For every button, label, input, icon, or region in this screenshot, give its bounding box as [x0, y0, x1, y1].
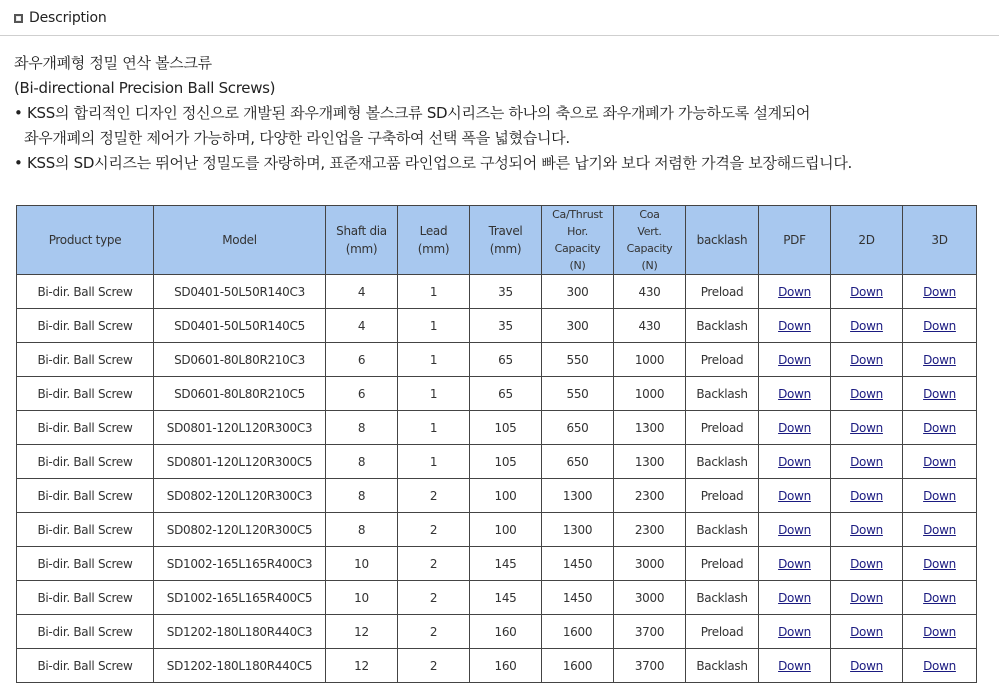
- cell-backlash: Preload: [686, 275, 759, 309]
- cell-travel: 105: [470, 411, 542, 445]
- cell-backlash: Preload: [686, 479, 759, 513]
- cell-backlash: Preload: [686, 343, 759, 377]
- cell-ca-thrust: 1600: [542, 615, 614, 649]
- cell-shaft-dia: 12: [326, 649, 398, 683]
- download-cell: [903, 411, 977, 445]
- bullet-1-line-1: • KSS의 합리적인 디자인 정신으로 개발된 좌우개폐형 볼스크류 SD시리즈는 하나의 축으로 좌우개폐가 가능하도록 설계되어: [14, 104, 811, 122]
- cell-product-type: Bi-dir. Ball Screw: [17, 343, 154, 377]
- section-divider: [0, 35, 999, 36]
- header-ca-thrust: Ca/Thrust Hor. Capacity (N): [542, 206, 614, 275]
- pdf-download-link[interactable]: Down: [778, 658, 811, 673]
- cell-travel: 160: [470, 649, 542, 683]
- header-backlash: backlash: [686, 206, 759, 275]
- download-cell: [759, 377, 831, 411]
- download-cell: [903, 343, 977, 377]
- cell-coa: 3000: [614, 581, 686, 615]
- section-title: Description: [29, 10, 107, 26]
- cell-travel: 65: [470, 343, 542, 377]
- table-row: [17, 513, 977, 547]
- download-cell: [903, 581, 977, 615]
- cell-lead: 2: [398, 615, 470, 649]
- 3d-download-link[interactable]: Down: [923, 284, 956, 299]
- download-cell: [903, 649, 977, 683]
- cell-travel: 145: [470, 581, 542, 615]
- table-row: [17, 479, 977, 513]
- cell-ca-thrust: 1300: [542, 479, 614, 513]
- download-cell: [903, 479, 977, 513]
- header-coa: Coa Vert. Capacity (N): [614, 206, 686, 275]
- cell-ca-thrust: 1450: [542, 547, 614, 581]
- bullet-1-line-2: 좌우개폐의 정밀한 제어가 가능하며, 다양한 라인업을 구축하여 선택 폭을 넓혔습니다.: [24, 129, 570, 147]
- download-cell: [903, 513, 977, 547]
- 2d-download-link[interactable]: Down: [850, 624, 883, 639]
- cell-product-type: Bi-dir. Ball Screw: [17, 377, 154, 411]
- cell-coa: 1000: [614, 377, 686, 411]
- download-cell: [759, 649, 831, 683]
- cell-model: SD0601-80L80R210C5: [154, 377, 326, 411]
- download-cell: [831, 377, 903, 411]
- cell-travel: 100: [470, 479, 542, 513]
- table-row: [17, 343, 977, 377]
- cell-shaft-dia: 8: [326, 479, 398, 513]
- title-english: (Bi-directional Precision Ball Screws): [14, 79, 276, 97]
- download-cell: [759, 479, 831, 513]
- 3d-download-link[interactable]: Down: [923, 488, 956, 503]
- cell-model: SD0801-120L120R300C5: [154, 445, 326, 479]
- cell-coa: 1300: [614, 411, 686, 445]
- cell-lead: 1: [398, 445, 470, 479]
- cell-ca-thrust: 300: [542, 309, 614, 343]
- header-model: Model: [154, 206, 326, 275]
- cell-ca-thrust: 300: [542, 275, 614, 309]
- download-cell: [831, 275, 903, 309]
- header-lead: Lead (mm): [398, 206, 470, 275]
- download-cell: [759, 581, 831, 615]
- cell-coa: 1000: [614, 343, 686, 377]
- cell-ca-thrust: 1300: [542, 513, 614, 547]
- cell-shaft-dia: 8: [326, 445, 398, 479]
- product-description: [14, 51, 989, 176]
- cell-travel: 65: [470, 377, 542, 411]
- header-pdf: PDF: [759, 206, 831, 275]
- cell-lead: 1: [398, 411, 470, 445]
- table-row: [17, 581, 977, 615]
- table-row: [17, 377, 977, 411]
- cell-lead: 1: [398, 275, 470, 309]
- download-cell: [831, 547, 903, 581]
- download-cell: [831, 445, 903, 479]
- table-body: [17, 275, 977, 683]
- pdf-download-link[interactable]: Down: [778, 556, 811, 571]
- download-cell: [831, 479, 903, 513]
- download-cell: [759, 513, 831, 547]
- header-shaft-dia: Shaft dia (mm): [326, 206, 398, 275]
- 3d-download-link[interactable]: Down: [923, 556, 956, 571]
- table-row: [17, 411, 977, 445]
- cell-backlash: Backlash: [686, 649, 759, 683]
- 2d-download-link[interactable]: Down: [850, 420, 883, 435]
- 3d-download-link[interactable]: Down: [923, 658, 956, 673]
- cell-backlash: Backlash: [686, 377, 759, 411]
- cell-model: SD0401-50L50R140C3: [154, 275, 326, 309]
- header-travel: Travel (mm): [470, 206, 542, 275]
- table-row: [17, 649, 977, 683]
- 3d-download-link[interactable]: Down: [923, 624, 956, 639]
- cell-lead: 1: [398, 377, 470, 411]
- cell-shaft-dia: 6: [326, 377, 398, 411]
- cell-shaft-dia: 6: [326, 343, 398, 377]
- cell-model: SD0401-50L50R140C5: [154, 309, 326, 343]
- cell-travel: 35: [470, 309, 542, 343]
- cell-backlash: Preload: [686, 547, 759, 581]
- 2d-download-link[interactable]: Down: [850, 386, 883, 401]
- cell-model: SD1202-180L180R440C5: [154, 649, 326, 683]
- pdf-download-link[interactable]: Down: [778, 318, 811, 333]
- cell-lead: 2: [398, 581, 470, 615]
- download-cell: [903, 615, 977, 649]
- cell-model: SD1202-180L180R440C3: [154, 615, 326, 649]
- cell-ca-thrust: 1600: [542, 649, 614, 683]
- download-cell: [831, 649, 903, 683]
- cell-product-type: Bi-dir. Ball Screw: [17, 513, 154, 547]
- table-row: [17, 309, 977, 343]
- cell-coa: 430: [614, 275, 686, 309]
- pdf-download-link[interactable]: Down: [778, 590, 811, 605]
- 3d-download-link[interactable]: Down: [923, 590, 956, 605]
- cell-coa: 3000: [614, 547, 686, 581]
- cell-coa: 2300: [614, 479, 686, 513]
- table-row: [17, 547, 977, 581]
- 3d-download-link[interactable]: Down: [923, 318, 956, 333]
- cell-model: SD1002-165L165R400C5: [154, 581, 326, 615]
- download-cell: [759, 275, 831, 309]
- download-cell: [903, 445, 977, 479]
- 2d-download-link[interactable]: Down: [850, 488, 883, 503]
- download-cell: [831, 309, 903, 343]
- pdf-download-link[interactable]: Down: [778, 522, 811, 537]
- cell-lead: 2: [398, 649, 470, 683]
- cell-coa: 2300: [614, 513, 686, 547]
- cell-coa: 3700: [614, 649, 686, 683]
- cell-product-type: Bi-dir. Ball Screw: [17, 411, 154, 445]
- table-row: [17, 615, 977, 649]
- cell-backlash: Backlash: [686, 309, 759, 343]
- 2d-download-link[interactable]: Down: [850, 522, 883, 537]
- table-header-row: [17, 206, 977, 275]
- download-cell: [903, 377, 977, 411]
- cell-shaft-dia: 8: [326, 411, 398, 445]
- cell-product-type: Bi-dir. Ball Screw: [17, 649, 154, 683]
- cell-travel: 100: [470, 513, 542, 547]
- cell-coa: 3700: [614, 615, 686, 649]
- cell-ca-thrust: 650: [542, 445, 614, 479]
- cell-product-type: Bi-dir. Ball Screw: [17, 581, 154, 615]
- cell-model: SD1002-165L165R400C3: [154, 547, 326, 581]
- 3d-download-link[interactable]: Down: [923, 454, 956, 469]
- cell-shaft-dia: 12: [326, 615, 398, 649]
- cell-coa: 1300: [614, 445, 686, 479]
- download-cell: [831, 343, 903, 377]
- cell-coa: 430: [614, 309, 686, 343]
- download-cell: [903, 309, 977, 343]
- specification-table: [16, 205, 977, 683]
- cell-shaft-dia: 10: [326, 547, 398, 581]
- pdf-download-link[interactable]: Down: [778, 284, 811, 299]
- 2d-download-link[interactable]: Down: [850, 284, 883, 299]
- download-cell: [831, 411, 903, 445]
- cell-lead: 1: [398, 343, 470, 377]
- download-cell: [759, 411, 831, 445]
- cell-backlash: Backlash: [686, 581, 759, 615]
- header-product-type: Product type: [17, 206, 154, 275]
- download-cell: [759, 343, 831, 377]
- pdf-download-link[interactable]: Down: [778, 420, 811, 435]
- bullet-2: • KSS의 SD시리즈는 뛰어난 정밀도를 자랑하며, 표준재고품 라인업으로 구성되어 빠른 납기와 보다 저렴한 가격을 보장해드립니다.: [14, 154, 852, 172]
- cell-ca-thrust: 550: [542, 343, 614, 377]
- cell-travel: 160: [470, 615, 542, 649]
- cell-product-type: Bi-dir. Ball Screw: [17, 615, 154, 649]
- header-2d: 2D: [831, 206, 903, 275]
- header-3d: 3D: [903, 206, 977, 275]
- download-cell: [759, 615, 831, 649]
- pdf-download-link[interactable]: Down: [778, 624, 811, 639]
- cell-ca-thrust: 550: [542, 377, 614, 411]
- cell-shaft-dia: 10: [326, 581, 398, 615]
- download-cell: [759, 309, 831, 343]
- download-cell: [759, 547, 831, 581]
- cell-lead: 2: [398, 479, 470, 513]
- cell-travel: 105: [470, 445, 542, 479]
- cell-travel: 35: [470, 275, 542, 309]
- 2d-download-link[interactable]: Down: [850, 556, 883, 571]
- cell-shaft-dia: 4: [326, 275, 398, 309]
- cell-model: SD0801-120L120R300C3: [154, 411, 326, 445]
- cell-lead: 2: [398, 513, 470, 547]
- pdf-download-link[interactable]: Down: [778, 386, 811, 401]
- cell-backlash: Preload: [686, 411, 759, 445]
- title-korean: 좌우개폐형 정밀 연삭 볼스크류: [14, 54, 212, 72]
- 2d-download-link[interactable]: Down: [850, 318, 883, 333]
- cell-shaft-dia: 8: [326, 513, 398, 547]
- download-cell: [831, 615, 903, 649]
- cell-lead: 2: [398, 547, 470, 581]
- cell-model: SD0601-80L80R210C3: [154, 343, 326, 377]
- download-cell: [903, 547, 977, 581]
- download-cell: [831, 513, 903, 547]
- 2d-download-link[interactable]: Down: [850, 658, 883, 673]
- cell-model: SD0802-120L120R300C3: [154, 479, 326, 513]
- download-cell: [831, 581, 903, 615]
- cell-backlash: Backlash: [686, 513, 759, 547]
- pdf-download-link[interactable]: Down: [778, 488, 811, 503]
- checkbox-square-icon: [14, 14, 23, 23]
- 2d-download-link[interactable]: Down: [850, 590, 883, 605]
- pdf-download-link[interactable]: Down: [778, 454, 811, 469]
- 2d-download-link[interactable]: Down: [850, 352, 883, 367]
- 3d-download-link[interactable]: Down: [923, 352, 956, 367]
- cell-backlash: Backlash: [686, 445, 759, 479]
- pdf-download-link[interactable]: Down: [778, 352, 811, 367]
- cell-product-type: Bi-dir. Ball Screw: [17, 309, 154, 343]
- download-cell: [903, 275, 977, 309]
- cell-product-type: Bi-dir. Ball Screw: [17, 275, 154, 309]
- cell-shaft-dia: 4: [326, 309, 398, 343]
- cell-ca-thrust: 1450: [542, 581, 614, 615]
- cell-product-type: Bi-dir. Ball Screw: [17, 445, 154, 479]
- 2d-download-link[interactable]: Down: [850, 454, 883, 469]
- cell-ca-thrust: 650: [542, 411, 614, 445]
- download-cell: [759, 445, 831, 479]
- cell-lead: 1: [398, 309, 470, 343]
- cell-model: SD0802-120L120R300C5: [154, 513, 326, 547]
- cell-backlash: Preload: [686, 615, 759, 649]
- cell-product-type: Bi-dir. Ball Screw: [17, 547, 154, 581]
- cell-product-type: Bi-dir. Ball Screw: [17, 479, 154, 513]
- 3d-download-link[interactable]: Down: [923, 420, 956, 435]
- cell-travel: 145: [470, 547, 542, 581]
- 3d-download-link[interactable]: Down: [923, 386, 956, 401]
- 3d-download-link[interactable]: Down: [923, 522, 956, 537]
- table-row: [17, 445, 977, 479]
- table-row: [17, 275, 977, 309]
- section-header: [14, 7, 999, 29]
